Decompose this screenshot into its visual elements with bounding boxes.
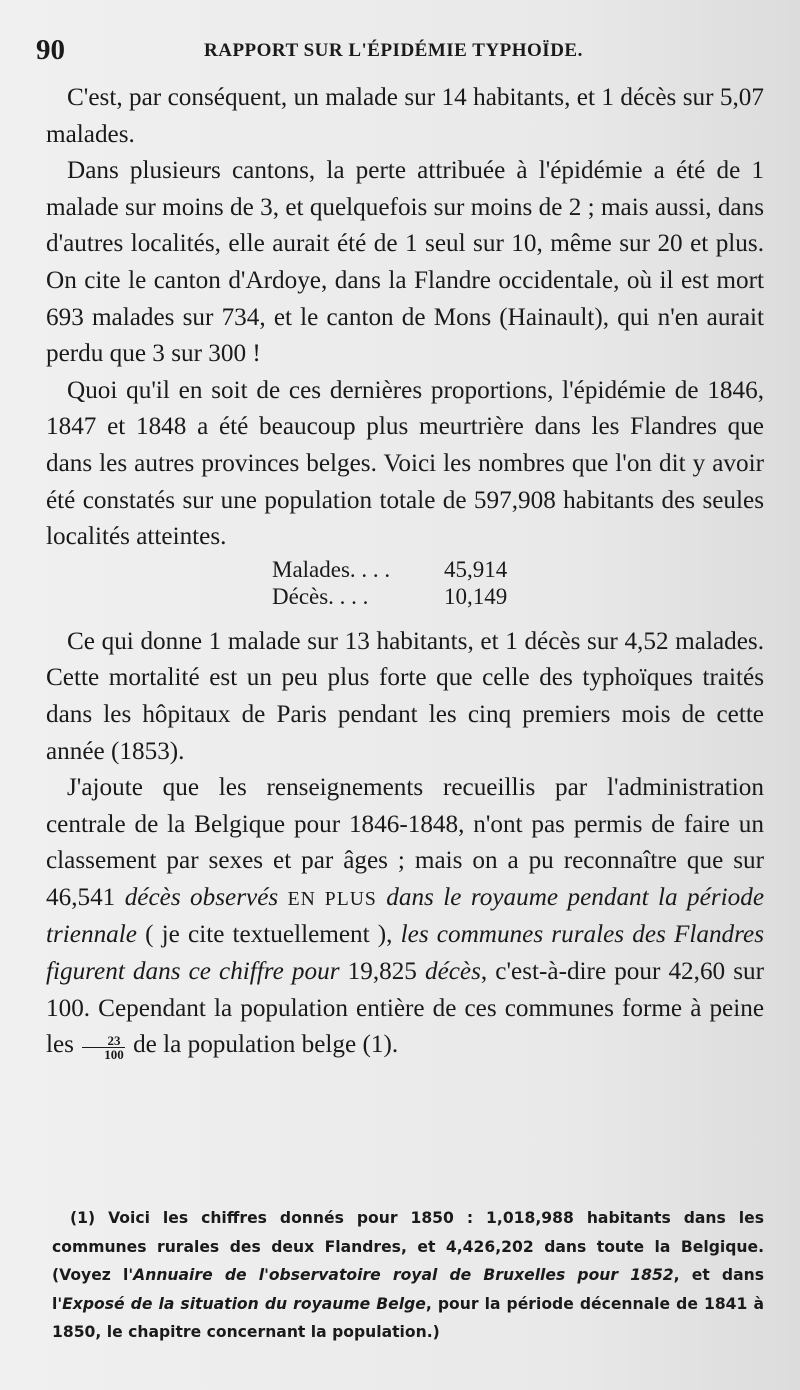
fraction-denominator: 100 <box>104 1047 124 1063</box>
paragraph-5-text: ( je cite textuellement ), <box>145 921 393 949</box>
italic-phrase: décès <box>424 958 481 986</box>
paragraph-5-text: 19,825 <box>347 958 417 986</box>
paragraph-3: Quoi qu'il en soit de ces dernières proportions, l'épidémie de 1846, 1847 et 1848 a été beaucoup plus meurtrière dans les Flandres que dans les autres provinces belges. Voici les nombres que l'on dit y avoir été constatés sur une population totale de 597,908 habitants des seules localités atteintes. <box>46 376 764 551</box>
main-text <box>46 80 764 1064</box>
italic-phrase: décès observés <box>124 883 279 911</box>
footnote-italic-title: Annuaire de l'observatoire royal de Bruxelles pour 1852 <box>133 1266 674 1285</box>
figure-row-deces <box>272 583 764 610</box>
italic-phrase: dans le royaume pendant la période triennale <box>46 883 764 949</box>
footnote-text: , et dans l' <box>52 1266 765 1313</box>
page-number: 90 <box>36 34 65 66</box>
running-title: RAPPORT SUR L'ÉPIDÉMIE TYPHOÏDE. <box>204 40 583 61</box>
footnote-text: , pour la période décennale de 1841 à 1850, le chapitre concernant la population.) <box>52 1294 764 1342</box>
paragraph-4: Ce qui donne 1 malade sur 13 habitants, et 1 décès sur 4,52 malades. Cette mortalité est un peu plus forte que celle des typhoïques traités dans les hôpitaux de Paris pendant les cinq premiers mois de cette année (1853). <box>46 627 764 765</box>
paragraph-5-text: de la population belge (1). <box>133 1031 399 1059</box>
footnote-paragraph <box>52 1204 764 1347</box>
footnote <box>52 1204 764 1347</box>
small-caps-phrase: EN PLUS <box>287 887 377 910</box>
paragraph-5-text: , c'est-à-dire pour 42,60 sur 100. Cependant la population entière de ces communes forme à peine les <box>46 958 765 1059</box>
paragraph-5-text: J'ajoute que les renseignements recueillis par l'administration centrale de la Belgique pour 1846-1848, n'ont pas permis de faire un classement par sexes et par âges ; mais on a pu reconnaître que sur 46,541 <box>46 774 764 911</box>
fraction <box>82 1034 125 1061</box>
italic-phrase: les communes rurales des Flandres figurent dans ce chiffre pour <box>46 921 764 986</box>
figure-row-malades <box>272 556 764 583</box>
figure-value: 45,914 <box>444 556 508 582</box>
footnote-text: (1) Voici les chiffres donnés pour 1850 : 1,018,988 habitants dans les communes rurales des deux Flandres, et 4,426,202 dans toute la Belgique. (Voyez l' <box>52 1209 764 1285</box>
figure-value: 10,149 <box>444 583 508 609</box>
footnote-italic-title: Exposé de la situation du royaume Belge <box>62 1294 426 1313</box>
figures-table <box>272 556 764 610</box>
figure-label: Malades. . . . <box>272 556 391 582</box>
page-header <box>36 34 596 74</box>
paragraph-5 <box>46 770 764 1064</box>
fraction-numerator: 23 <box>82 1034 125 1048</box>
paragraph-1: C'est, par conséquent, un malade sur 14 habitants, et 1 décès sur 5,07 malades. <box>46 84 764 148</box>
paragraph-2: Dans plusieurs cantons, la perte attribuée à l'épidémie a été de 1 malade sur moins de 3, et quelquefois sur moins de 2 ; mais aussi, dans d'autres localités, elle aurait été de 1 seul sur 10, même sur 20 et plus. On cite le canton d'Ardoye, dans la Flandre occidentale, où il est mort 693 malades sur 734, et le canton de Mons (Hainault), qui n'en aurait perdu que 3 sur 300 ! <box>46 157 764 368</box>
figure-label: Décès. . . . <box>272 583 369 609</box>
